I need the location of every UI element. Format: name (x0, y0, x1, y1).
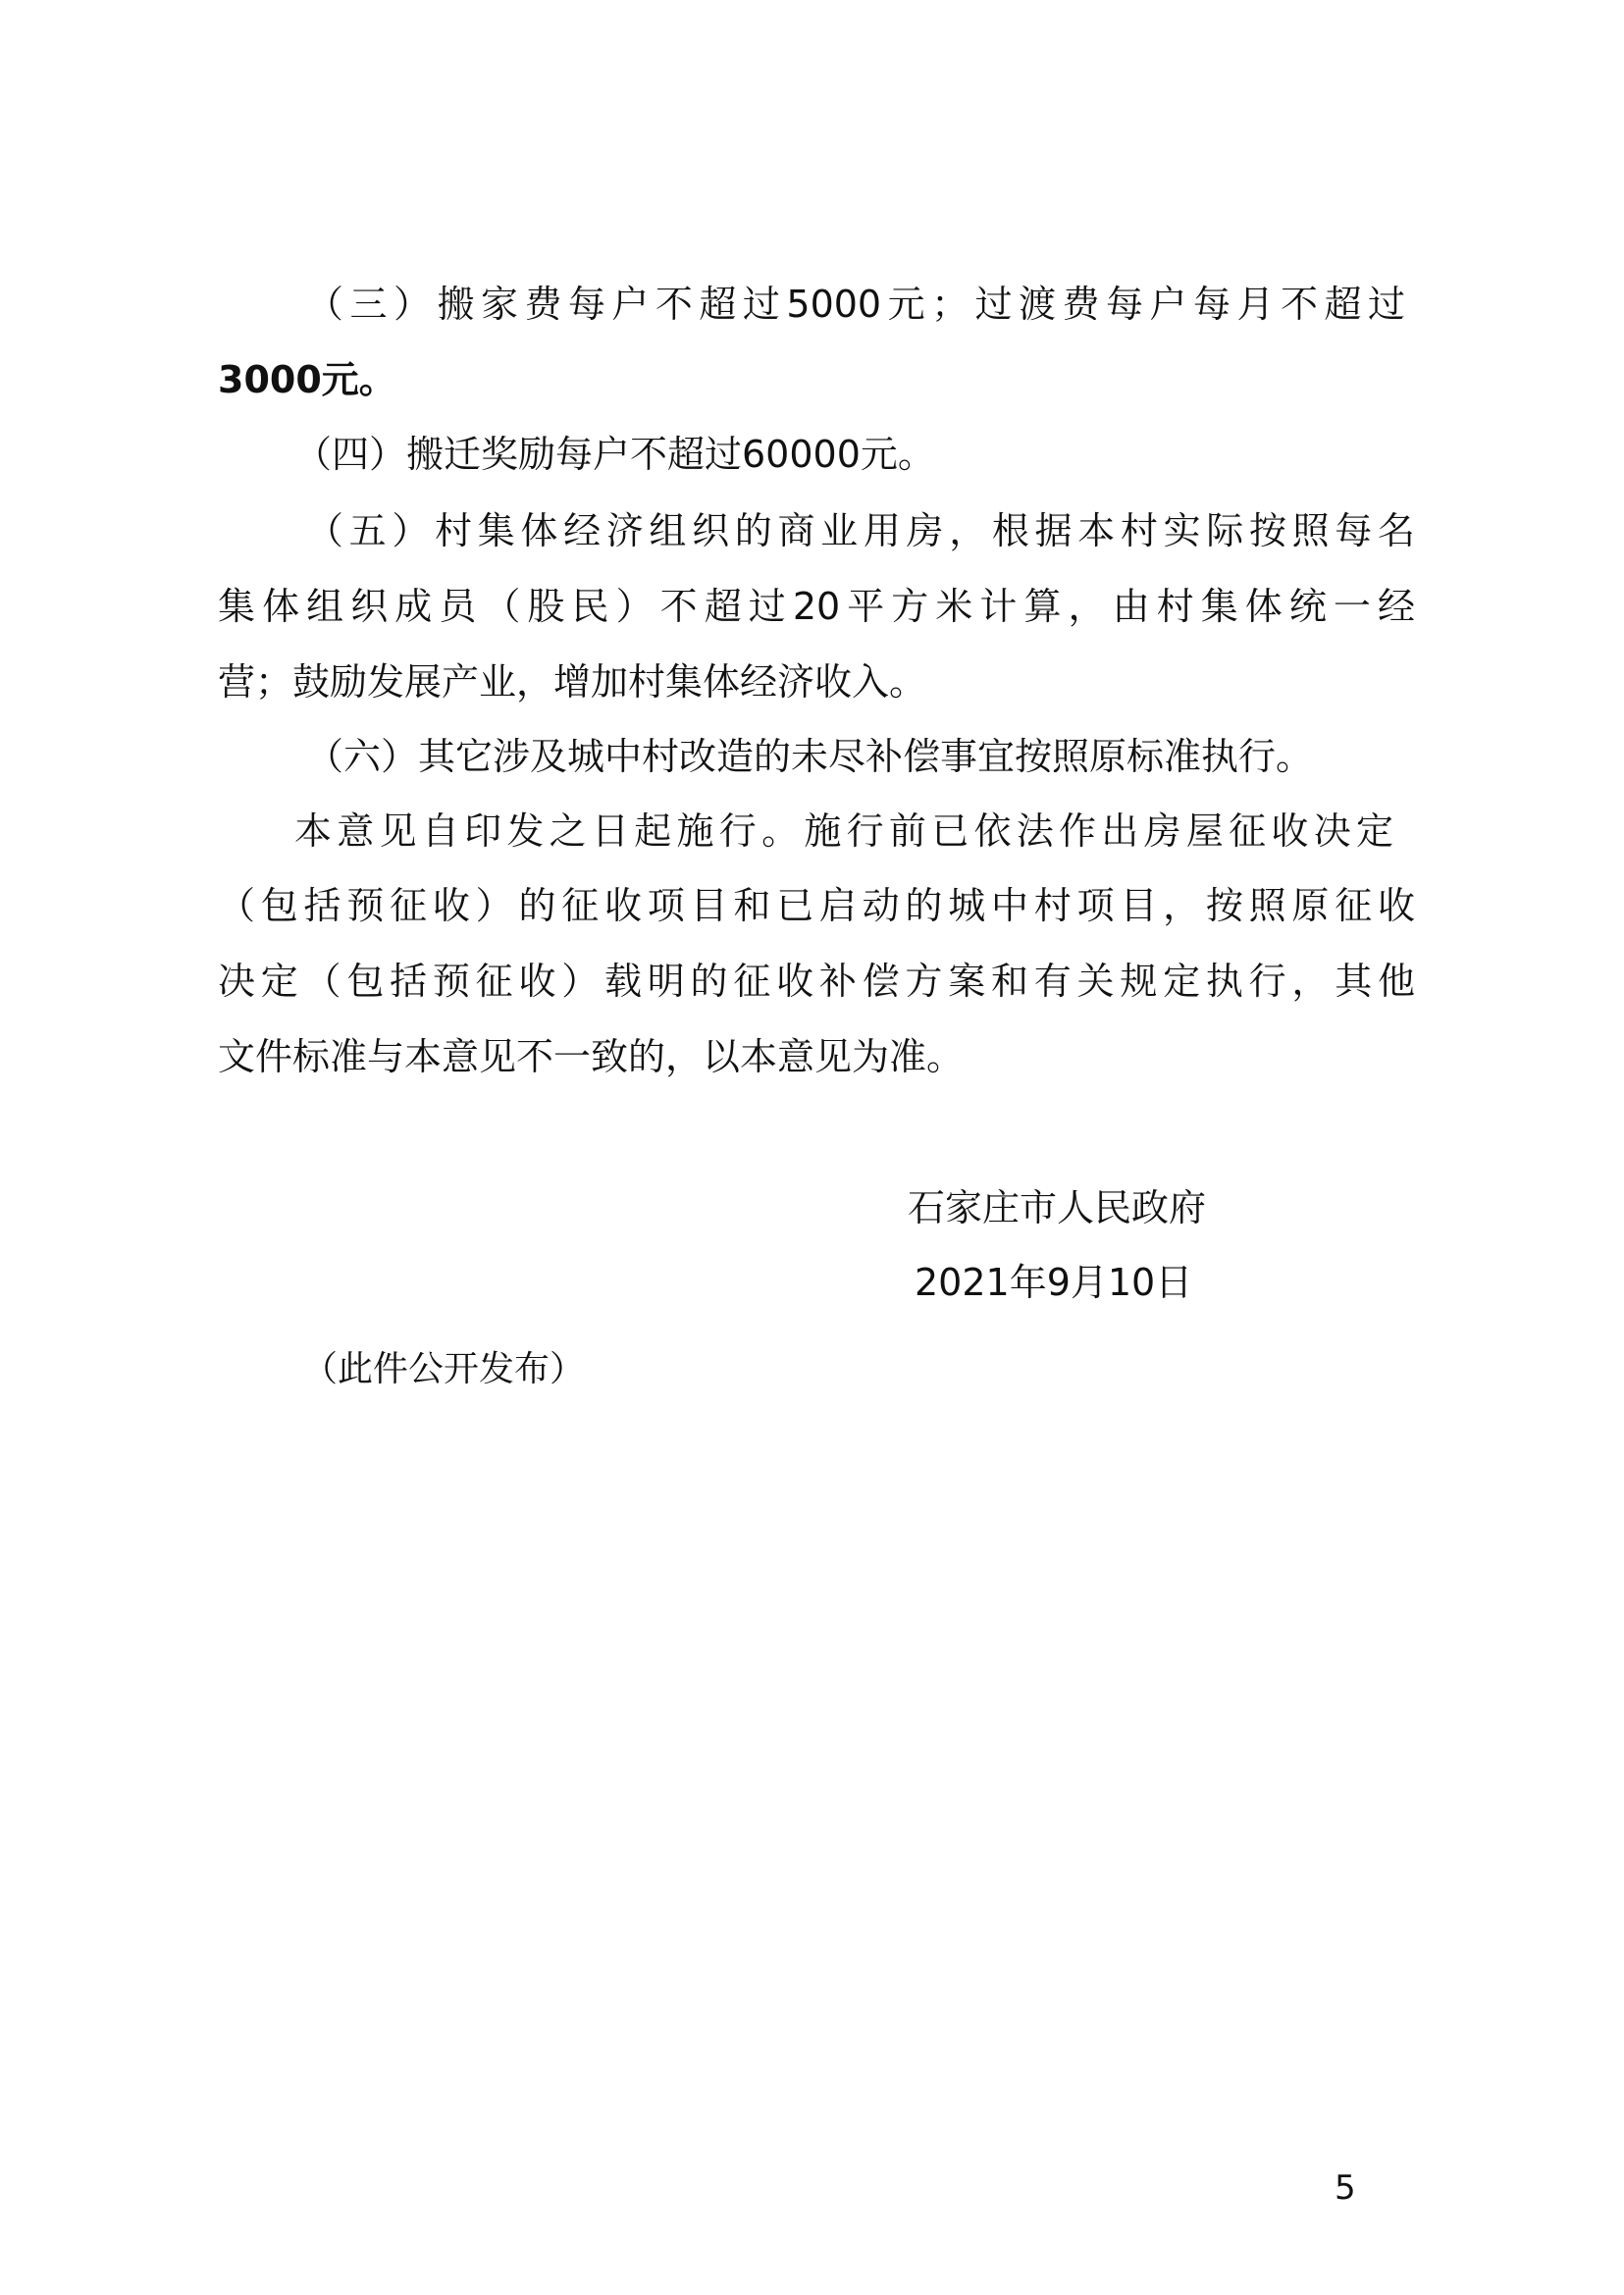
paragraph-effective-line-3: 决定（包括预征收）载明的征收补偿方案和有关规定执行，其他 (218, 960, 1415, 1003)
page-number: 5 (1335, 2168, 1356, 2208)
paragraph-5-line-3: 营；鼓励发展产业，增加村集体经济收入。 (218, 660, 927, 704)
paragraph-4-line-1: （四）搬迁奖励每户不超过60000元。 (294, 433, 935, 476)
signature-issuer: 石家庄市人民政府 (908, 1186, 1207, 1229)
paragraph-3-line-1: （三）搬家费每户不超过5000元；过渡费每户每月不超过 (306, 283, 1405, 326)
paragraph-effective-line-1: 本意见自印发之日起施行。施行前已依法作出房屋征收决定 (294, 809, 1393, 853)
paragraph-5-line-2: 集体组织成员（股民）不超过20平方米计算，由村集体统一经 (218, 585, 1415, 628)
paragraph-3-line-2: 3000元。 (218, 358, 396, 401)
signature-date: 2021年9月10日 (915, 1261, 1193, 1304)
paragraph-effective-line-4: 文件标准与本意见不一致的，以本意见为准。 (218, 1035, 965, 1078)
paragraph-6-line-1: （六）其它涉及城中村改造的未尽补偿事宜按照原标准执行。 (306, 735, 1314, 778)
paragraph-effective-line-2: （包括预征收）的征收项目和已启动的城中村项目，按照原征收 (218, 884, 1415, 927)
publication-note: （此件公开发布） (302, 1349, 586, 1389)
paragraph-5-line-1: （五）村集体经济组织的商业用房，根据本村实际按照每名 (306, 509, 1415, 552)
